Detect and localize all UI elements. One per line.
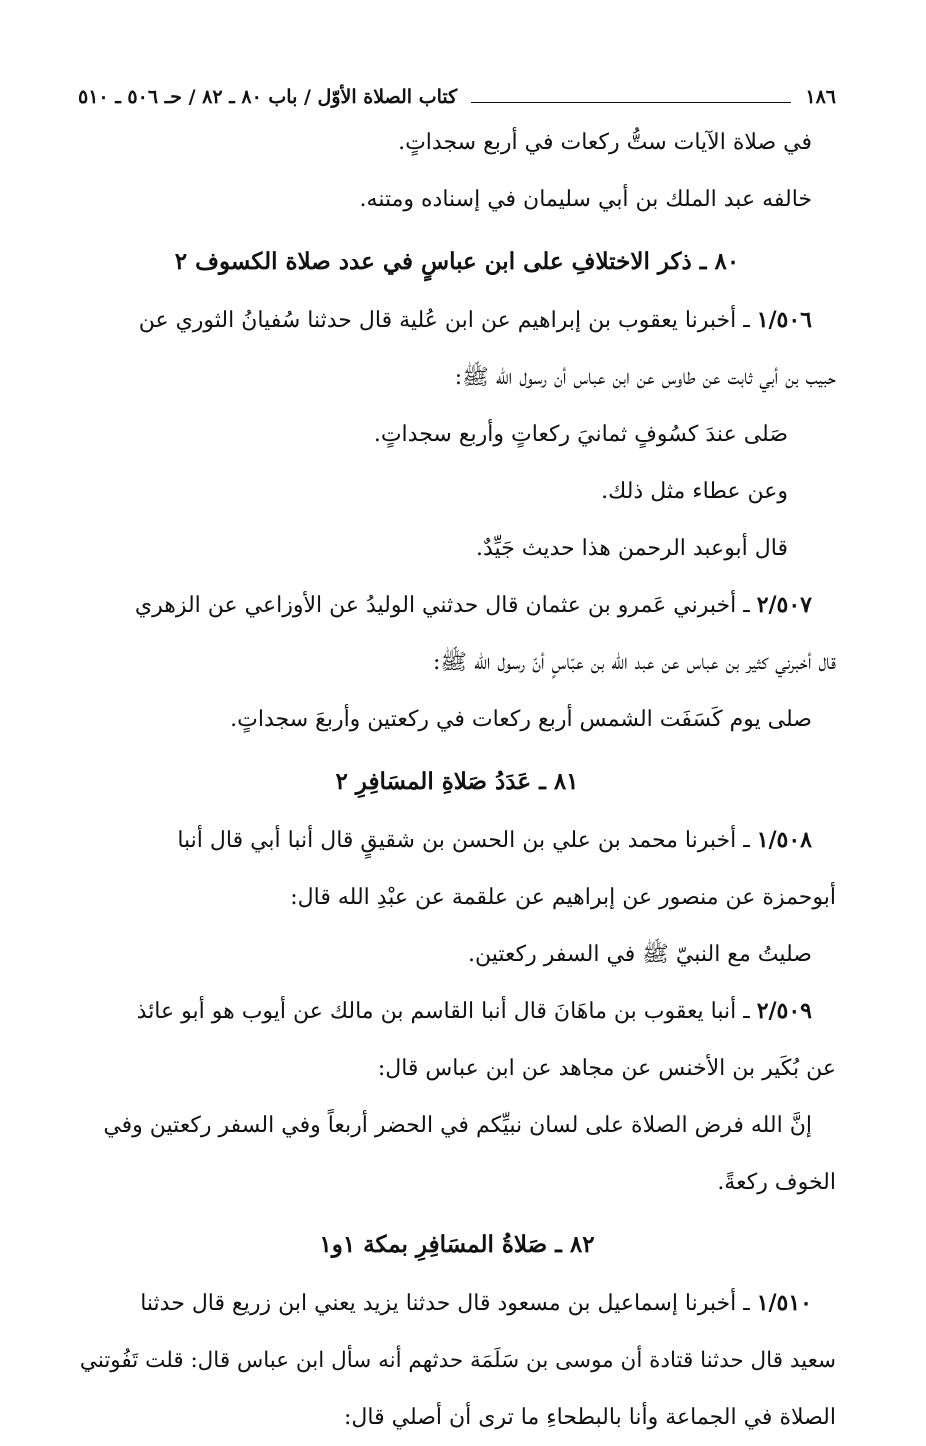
page-header [78, 80, 836, 114]
hadith-507-first-line [78, 577, 836, 634]
hadith-matn: صليتُ مع النبيّ ﷺ في السفر ركعتين. [468, 942, 812, 967]
hadith-text: ـ أخبرنا إسماعيل بن مسعود قال حدثنا يزيد يعني ابن زريع قال حدثنا [140, 1291, 750, 1316]
hadith-506-first-line [78, 292, 836, 349]
chapter-heading-82: ٨٢ ـ صَلاةُ المسَافِرِ بمكة ١و١ [319, 1231, 595, 1258]
hadith-508-first-line [78, 812, 836, 869]
running-title: كتاب الصلاة الأوّل / باب ٨٠ ـ ٨٢ / حـ ٥٠٦ ـ ٥١٠ [78, 86, 458, 108]
text-line: سعيد قال حدثنا قتادة أن موسى بن سَلَمَة حدثهم أنه سأل ابن عباس قال: قلت تَفُوتني [79, 1348, 836, 1373]
hadith-number: ١/٥٠٨ [756, 827, 812, 853]
text-line: أبوحمزة عن منصور عن إبراهيم عن علقمة عن عبْدِ الله قال: [290, 885, 836, 910]
text-line: قال أخبرني كثير بن عباس عن عبد الله بن عبّاسٍ أنّ رسول الله ﷺ: [433, 650, 836, 675]
page-number: ١٨٦ [805, 86, 836, 108]
text-line: الصلاة في الجماعة وأنا بالبطحاءِ ما ترى أن أصلي قال: [344, 1405, 836, 1430]
hadith-matn: صَلى عندَ كسُوفٍ ثمانيَ ركعاتٍ وأربع سجداتٍ. [373, 422, 788, 447]
text-line: خالفه عبد الملك بن أبي سليمان في إسناده ومتنه. [359, 187, 812, 212]
chapter-heading-80: ٨٠ ـ ذكر الاختلافِ على ابن عباسٍ في عدد صلاة الكسوف ٢ [174, 248, 740, 275]
text-line: الخوف ركعةً. [717, 1170, 836, 1195]
text-line: وعن عطاء مثل ذلك. [601, 479, 788, 504]
header-rule [471, 92, 791, 103]
hadith-number: ٢/٥٠٧ [756, 592, 812, 618]
hadith-text: ـ أخبرنا يعقوب بن إبراهيم عن ابن عُلية قال حدثنا سُفيانُ الثوري عن [138, 308, 750, 333]
hadith-number: ٢/٥٠٩ [756, 998, 812, 1024]
hadith-text: ـ أنبا يعقوب بن ماهَانَ قال أنبا القاسم بن مالك عن أيوب هو أبو عائذ [136, 999, 750, 1024]
hadith-matn: صلى يوم كَسَفَت الشمس أربع ركعات في ركعتين وأربعَ سجداتٍ. [230, 707, 812, 732]
hadith-510-first-line [78, 1275, 836, 1332]
hadith-number: ١/٥١٠ [756, 1290, 812, 1316]
hadith-509-first-line [78, 983, 836, 1040]
text-line: حبيب بن أبي ثابت عن طاوس عن ابن عباس أن رسول الله ﷺ: [454, 365, 836, 390]
hadith-text: ـ أخبرنا محمد بن علي بن الحسن بن شقيقٍ قال أنبا أبي قال أنبا [177, 828, 750, 853]
hadith-matn: إنَّ الله فرض الصلاة على لسان نبيِّكم في الحضر أربعاً وفي السفر ركعتين وفي [103, 1113, 812, 1138]
text-line: في صلاة الآيات ستُّ ركعات في أربع سجداتٍ. [398, 130, 812, 155]
hadith-number: ١/٥٠٦ [756, 307, 812, 333]
text-line: عن بُكَير بن الأخنس عن مجاهد عن ابن عباس قال: [377, 1056, 836, 1081]
text-line: قال أبوعبد الرحمن هذا حديث جَيِّدٌ. [475, 536, 788, 561]
chapter-heading-81: ٨١ ـ عَدَدُ صَلاةِ المسَافِرِ ٢ [335, 768, 579, 795]
book-page [78, 80, 836, 1446]
hadith-text: ـ أخبرني عَمرو بن عثمان قال حدثني الوليدُ عن الأوزاعي عن الزهري [134, 593, 750, 618]
